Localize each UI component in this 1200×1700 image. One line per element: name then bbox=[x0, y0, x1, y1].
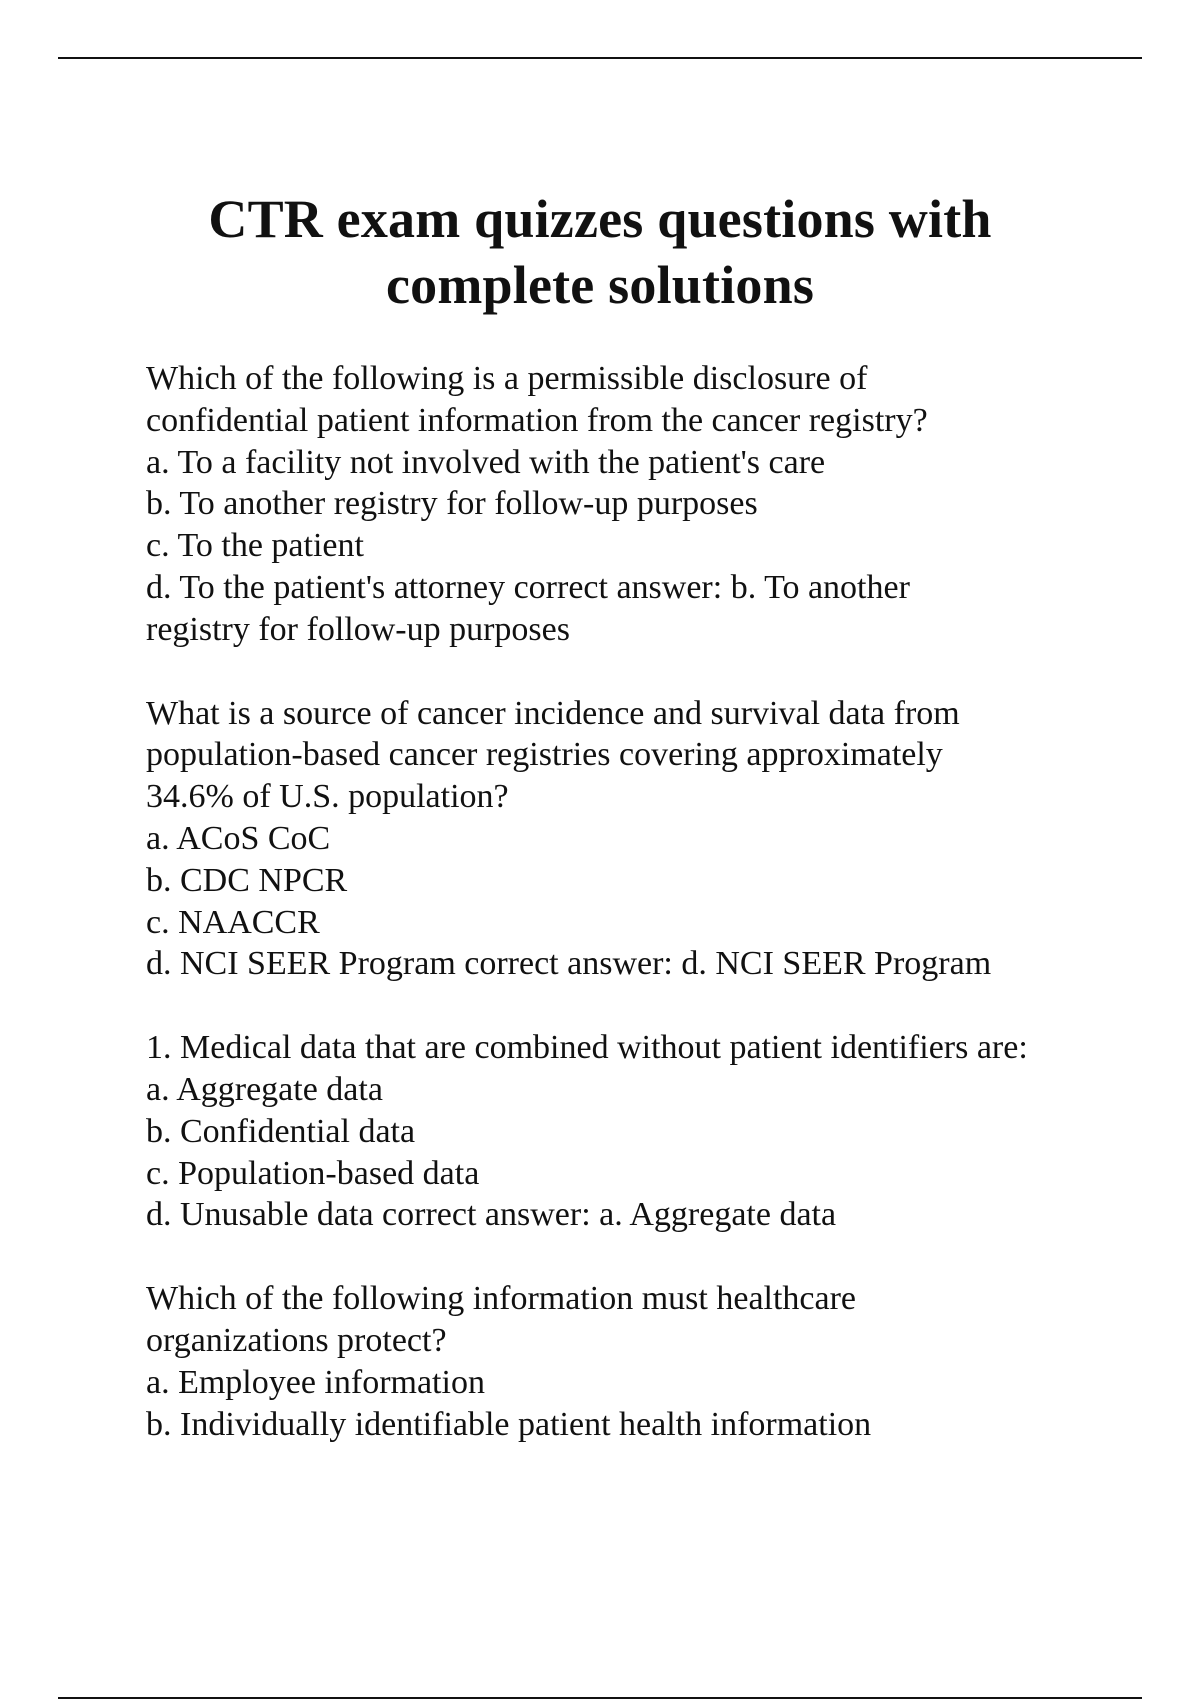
question-2-option-c: c. NAACCR bbox=[146, 903, 320, 941]
question-2-option-a: a. ACoS CoC bbox=[146, 819, 331, 857]
question-2-line-3: 34.6% of U.S. population? bbox=[146, 778, 509, 816]
question-2-option-b: b. CDC NPCR bbox=[146, 861, 348, 899]
title-line-1: CTR exam quizzes questions with bbox=[208, 189, 992, 249]
question-1-line-1: Which of the following is a permissible disclosure of bbox=[146, 360, 868, 397]
question-4-line-1: Which of the following information must healthcare bbox=[146, 1280, 857, 1318]
question-3-option-d-answer: d. Unusable data correct answer: a. Aggregate data bbox=[146, 1196, 837, 1234]
question-1-option-b: b. To another registry for follow-up purposes bbox=[146, 485, 758, 523]
question-1-option-c: c. To the patient bbox=[146, 527, 364, 565]
question-1-line-2: confidential patient information from the cancer registry? bbox=[146, 401, 928, 439]
question-3-option-a: a. Aggregate data bbox=[146, 1070, 383, 1108]
question-3-option-c: c. Population-based data bbox=[146, 1154, 480, 1192]
question-2-option-d-answer: d. NCI SEER Program correct answer: d. NCI SEER Program bbox=[146, 945, 992, 983]
question-2-line-2: population-based cancer registries covering approximately bbox=[146, 736, 943, 774]
question-1-option-d-answer: d. To the patient's attorney correct answer: b. To another bbox=[146, 568, 910, 606]
question-block-3 bbox=[146, 1027, 1146, 1236]
question-3-option-b: b. Confidential data bbox=[146, 1112, 416, 1150]
question-1-option-a: a. To a facility not involved with the patient's care bbox=[146, 443, 826, 481]
question-4-option-a: a. Employee information bbox=[146, 1363, 485, 1401]
question-block-1 bbox=[146, 358, 1146, 651]
question-1-answer-continued: registry for follow-up purposes bbox=[146, 610, 570, 648]
question-4-option-b: b. Individually identifiable patient health information bbox=[146, 1405, 872, 1443]
title-line-2: complete solutions bbox=[385, 255, 815, 315]
header-rule bbox=[58, 57, 1142, 59]
question-block-4 bbox=[146, 1278, 1146, 1445]
document-title bbox=[100, 186, 1100, 318]
question-3-line-1: 1. Medical data that are combined without patient identifiers are: bbox=[146, 1029, 1028, 1067]
question-block-2 bbox=[146, 693, 1146, 986]
question-2-line-1: What is a source of cancer incidence and survival data from bbox=[146, 694, 960, 732]
footer-rule bbox=[58, 1697, 1142, 1699]
question-4-line-2: organizations protect? bbox=[146, 1321, 447, 1359]
questions-body bbox=[146, 358, 1146, 1487]
